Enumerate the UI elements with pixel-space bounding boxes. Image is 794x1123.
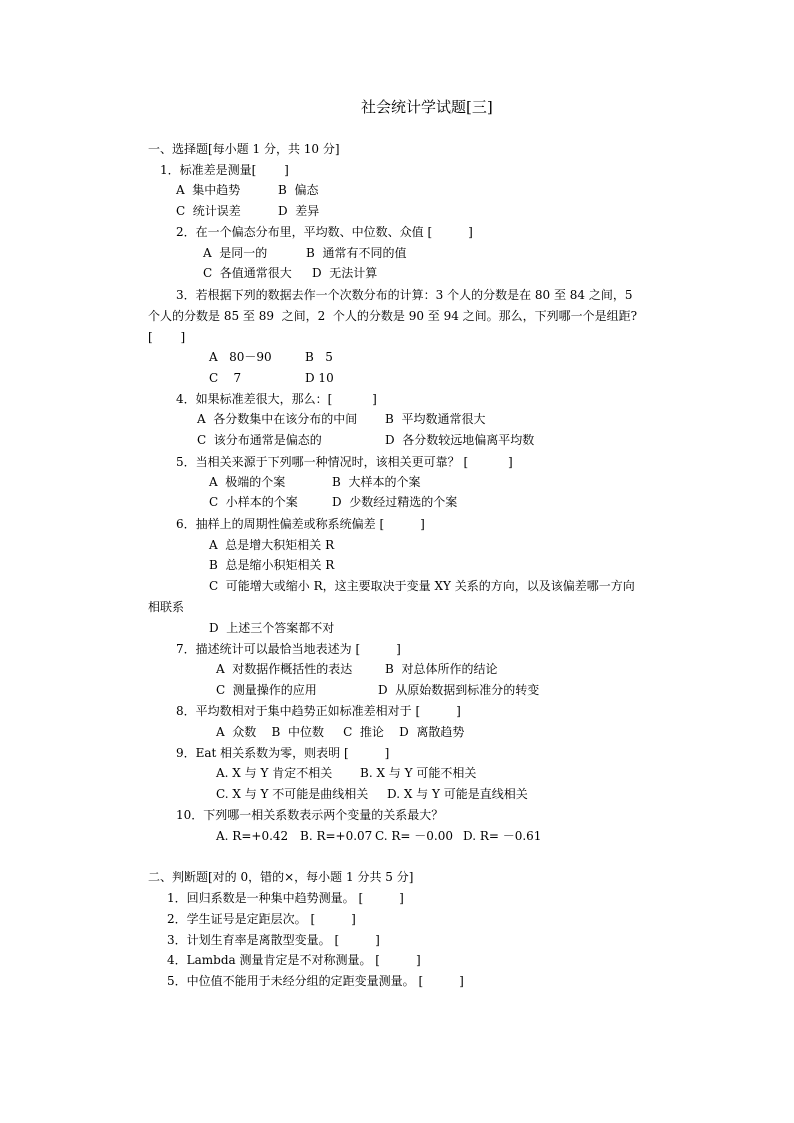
q10-option-d: D. R= －0.61 — [463, 829, 542, 843]
q3-stem-line3: [ ] — [148, 330, 186, 344]
q3-option-c: C 7 — [209, 371, 242, 385]
q8-options: A 众数 B 中位数 C 推论 D 离散趋势 — [216, 725, 465, 739]
q10-option-b: B. R=+0.07 — [300, 829, 373, 843]
q6-option-b: B 总是缩小积矩相关 R — [209, 558, 335, 572]
q1-option-c: C 统计误差 — [176, 204, 241, 218]
q1-option-b: B 偏态 — [278, 183, 319, 197]
q9-option-c: C. X 与 Y 不可能是曲线相关 — [216, 787, 369, 801]
section2-heading: 二、判断题[对的 0，错的×，每小题 1 分共 5 分] — [148, 870, 414, 884]
q10-option-a: A. R=+0.42 — [216, 829, 289, 843]
judgement-item-3: 3．计划生育率是离散型变量。 [ ] — [167, 933, 380, 947]
q2-option-c: C 各值通常很大 — [203, 266, 292, 280]
q6-option-c-continued: 相联系 — [148, 600, 185, 614]
q1-stem: 1．标准差是测量[ ] — [160, 163, 289, 177]
q5-option-b: B 大样本的个案 — [332, 475, 421, 489]
q7-option-c: C 测量操作的应用 — [216, 683, 317, 697]
q4-option-d: D 各分数较远地偏离平均数 — [385, 433, 535, 447]
q9-option-a: A. X 与 Y 肯定不相关 — [216, 766, 333, 780]
q4-option-a: A 各分数集中在该分布的中间 — [197, 412, 358, 426]
q2-stem: 2．在一个偏态分布里，平均数、中位数、众值 [ ] — [176, 225, 473, 239]
q3-option-a: A 80－90 — [209, 350, 272, 364]
q5-option-d: D 少数经过精选的个案 — [332, 495, 458, 509]
q4-option-b: B 平均数通常很大 — [385, 412, 486, 426]
q5-option-a: A 极端的个案 — [209, 475, 286, 489]
q2-option-d: D 无法计算 — [312, 266, 378, 280]
q10-option-c: C. R= －0.00 — [375, 829, 454, 843]
q9-option-d: D. X 与 Y 可能是直线相关 — [387, 787, 528, 801]
q9-stem: 9．Eat 相关系数为零，则表明 [ ] — [176, 746, 390, 760]
section1-heading: 一、选择题[每小题 1 分，共 10 分] — [148, 142, 340, 156]
q9-option-b: B. X 与 Y 可能不相关 — [360, 766, 477, 780]
q8-stem: 8．平均数相对于集中趋势正如标准差相对于 [ ] — [176, 704, 461, 718]
q4-option-c: C 该分布通常是偏态的 — [197, 433, 322, 447]
judgement-item-2: 2．学生证号是定距层次。 [ ] — [167, 912, 356, 926]
q6-option-d: D 上述三个答案都不对 — [209, 621, 335, 635]
q6-option-a: A 总是增大积矩相关 R — [209, 538, 335, 552]
q7-option-a: A 对数据作概括性的表达 — [216, 662, 353, 676]
q2-option-b: B 通常有不同的值 — [306, 246, 407, 260]
q5-stem: 5．当相关来源于下列哪一种情况时，该相关更可靠？ [ ] — [176, 455, 513, 469]
q7-stem: 7．描述统计可以最恰当地表述为 [ ] — [176, 642, 401, 656]
q6-stem: 6．抽样上的周期性偏差或称系统偏差 [ ] — [176, 517, 425, 531]
q3-option-b: B 5 — [305, 350, 333, 364]
q3-stem-line1: 3．若根据下列的数据去作一个次数分布的计算：3 个人的分数是在 80 至 84 之间，5 — [176, 288, 633, 302]
q3-option-d: D 10 — [305, 371, 334, 385]
page-title: 社会统计学试题[三] — [361, 98, 493, 116]
judgement-item-5: 5．中位值不能用于未经分组的定距变量测量。 [ ] — [167, 974, 464, 988]
q5-option-c: C 小样本的个案 — [209, 495, 298, 509]
q7-option-d: D 从原始数据到标准分的转变 — [378, 683, 540, 697]
q3-stem-line2: 个人的分数是 85 至 89 之间，2 个人的分数是 90 至 94 之间。那么，下列哪一个是组距? — [148, 309, 638, 323]
q6-option-c: C 可能增大或缩小 R，这主要取决于变量 XY 关系的方向，以及该偏差哪一方向 — [209, 579, 635, 593]
q2-option-a: A 是同一的 — [203, 246, 268, 260]
judgement-item-4: 4．Lambda 测量肯定是不对称测量。 [ ] — [167, 953, 421, 967]
q10-stem: 10．下列哪一相关系数表示两个变量的关系最大？ — [176, 808, 444, 822]
q1-option-d: D 差异 — [278, 204, 320, 218]
q7-option-b: B 对总体所作的结论 — [385, 662, 498, 676]
judgement-item-1: 1．回归系数是一种集中趋势测量。 [ ] — [167, 891, 404, 905]
q4-stem: 4．如果标准差很大，那么：[ ] — [176, 392, 377, 406]
q1-option-a: A 集中趋势 — [176, 183, 241, 197]
